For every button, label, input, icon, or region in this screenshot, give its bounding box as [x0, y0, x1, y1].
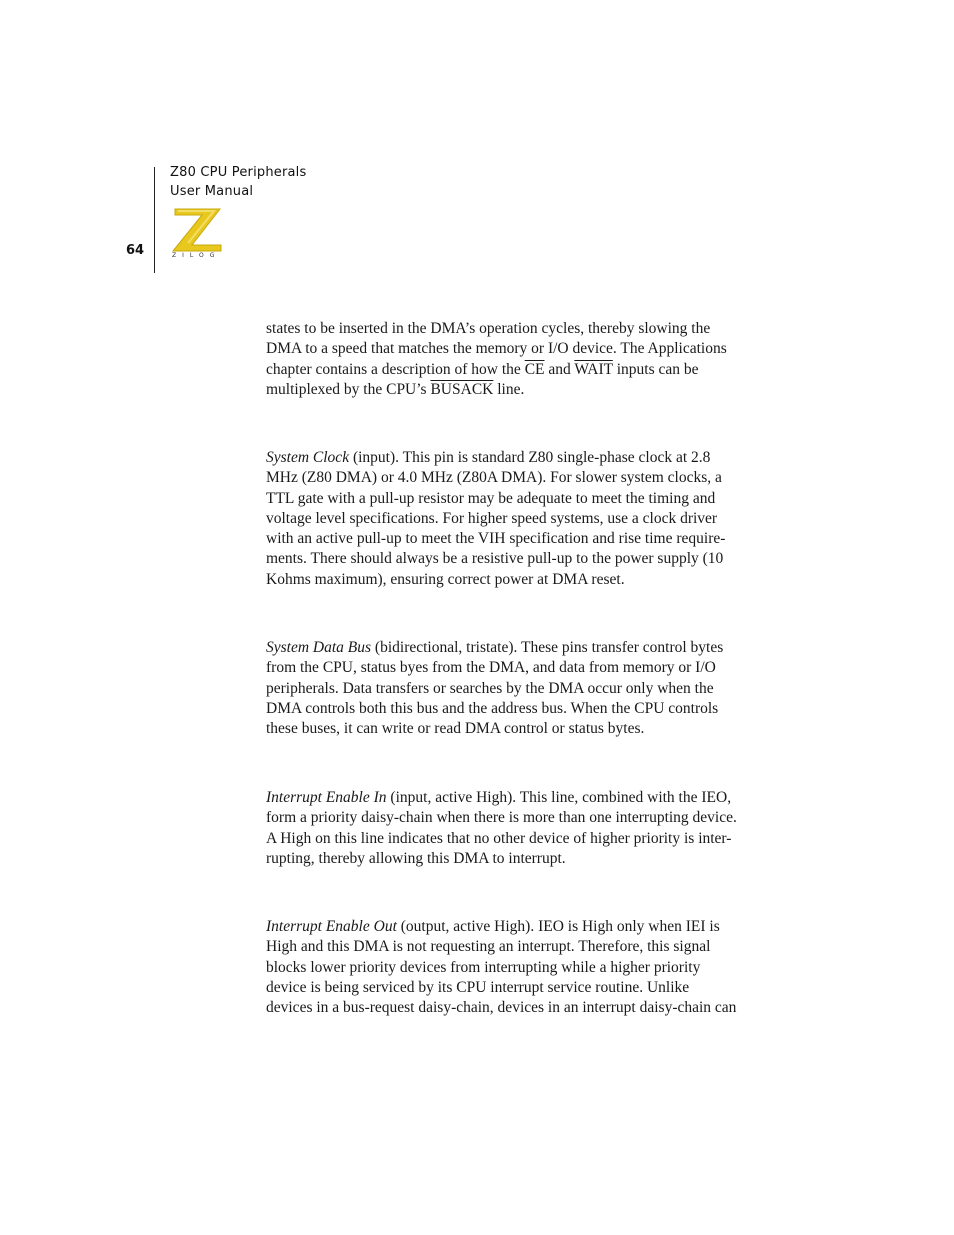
- term-interrupt-enable-in: Interrupt Enable In: [266, 789, 387, 806]
- signal-busack-overbar: BUSACK: [430, 380, 494, 398]
- page-number: 64: [126, 243, 145, 258]
- text-run: (output, active High). IEO is High only when IEI is: [396, 918, 720, 935]
- text-run: multiplexed by the CPU’s: [266, 380, 431, 398]
- text-line: ments. There should always be a resistive pull-up to the power supply (10: [266, 550, 724, 568]
- text-line: [266, 448, 774, 468]
- text-line: High and this DMA is not requesting an interrupt. Therefore, this signal: [266, 938, 711, 956]
- manual-title: Z80 CPU Peripherals: [170, 165, 307, 180]
- text-line: DMA to a speed that matches the memory or I/O device. The Applications: [266, 340, 727, 358]
- text-line: device is being serviced by its CPU interrupt service routine. Unlike: [266, 978, 690, 996]
- text-line: devices in a bus-request daisy-chain, devices in an interrupt daisy-chain can: [266, 999, 737, 1017]
- term-interrupt-enable-out: Interrupt Enable Out: [266, 918, 397, 935]
- header-vertical-rule: [154, 167, 155, 273]
- text-line: Kohms maximum), ensuring correct power at DMA reset.: [266, 570, 625, 588]
- text-run: chapter contains a description of how the: [266, 360, 525, 378]
- text-line: [266, 638, 774, 658]
- text-run: and: [544, 360, 575, 378]
- signal-ce-overbar: $\overline{CE}$: [524, 360, 545, 378]
- text-line: [266, 380, 774, 400]
- paragraph-wait-continued: [266, 319, 774, 400]
- text-line: from the CPU, status byes from the DMA, and data from memory or I/O: [266, 659, 716, 677]
- text-line: DMA controls both this bus and the address bus. When the CPU controls: [266, 699, 719, 717]
- text-run: (input). This pin is standard Z80 single-phase clock at 2.8: [349, 449, 711, 466]
- text-line: voltage level specifications. For higher speed systems, use a clock driver: [266, 509, 718, 527]
- text-line: [266, 360, 774, 380]
- text-line: TTL gate with a pull-up resistor may be adequate to meet the timing and: [266, 489, 716, 507]
- manual-subtitle: User Manual: [170, 184, 254, 199]
- text-run: (bidirectional, tristate). These pins transfer control bytes: [371, 639, 724, 656]
- term-system-clock: System Clock: [266, 449, 350, 466]
- text-line: these buses, it can write or read DMA control or status bytes.: [266, 720, 645, 738]
- text-line: [266, 788, 774, 808]
- text-line: [266, 917, 774, 937]
- text-line: peripherals. Data transfers or searches by the DMA occur only when the: [266, 679, 714, 697]
- text-line: states to be inserted in the DMA’s operation cycles, thereby slowing the: [266, 320, 711, 337]
- text-line: with an active pull-up to meet the VIH specification and rise time require-: [266, 530, 726, 548]
- text-line: A High on this line indicates that no other device of higher priority is inter-: [266, 829, 732, 847]
- text-line: form a priority daisy-chain when there is more than one interrupting device.: [266, 809, 737, 827]
- paragraph-system-clock: [266, 448, 774, 590]
- paragraph-system-data-bus: [266, 638, 774, 739]
- paragraph-interrupt-enable-in: [266, 788, 774, 869]
- text-line: rupting, thereby allowing this DMA to interrupt.: [266, 849, 566, 867]
- text-line: MHz (Z80 DMA) or 4.0 MHz (Z80A DMA). For slower system clocks, a: [266, 469, 722, 487]
- logo-wordmark: ZILOG: [172, 252, 221, 259]
- text-line: blocks lower priority devices from interrupting while a higher priority: [266, 958, 701, 976]
- term-system-data-bus: System Data Bus: [266, 639, 372, 656]
- text-run: (input, active High). This line, combined with the IEO,: [386, 789, 732, 806]
- text-run: inputs can be: [612, 360, 699, 378]
- text-run: line.: [493, 380, 525, 398]
- paragraph-interrupt-enable-out: [266, 917, 774, 1018]
- signal-wait-overbar: WAIT: [574, 360, 613, 378]
